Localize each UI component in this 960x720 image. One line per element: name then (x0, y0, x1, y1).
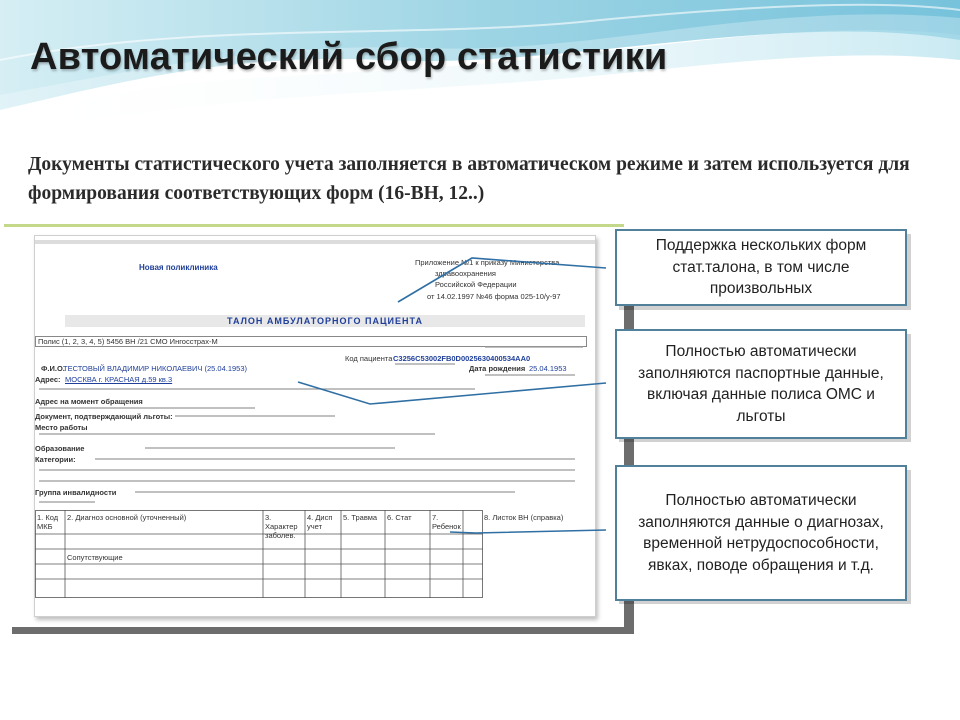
form-approval-4: от 14.02.1997 №46 форма 025-10/у-97 (427, 292, 561, 301)
slide-subtitle: Документы статистического учета заполняется в автоматическом режиме и затем используется для формирования соответствующих форм (16-ВН, 12..) (28, 154, 910, 204)
callout-multi-forms (615, 229, 907, 306)
form-section-6: Группа инвалидности (35, 488, 117, 497)
form-section-4: Образование (35, 444, 85, 453)
document-preview (4, 224, 624, 627)
form-section-1: Адрес на момент обращения (35, 397, 143, 406)
form-section-5: Категории: (35, 455, 76, 464)
form-section-3: Место работы (35, 423, 88, 432)
form-patient-code: C3256C53002FB0D0025630400534AA0 (393, 354, 531, 363)
form-org-name: Новая поликлиника (139, 263, 218, 272)
table-header-2: 2. Диагноз основной (уточненный) (67, 513, 187, 522)
table-header-7: 7. Ребенок (432, 513, 461, 531)
callout-diagnosis-data (615, 465, 907, 601)
table-header-6: 6. Стат (387, 513, 412, 522)
table-header-8: 8. Листок ВН (справка) (484, 513, 564, 522)
form-policy-line: Полис (1, 2, 3, 4, 5) 5456 ВН /21 СМО Ингосстрах-М (35, 336, 587, 347)
callout-passport-data (615, 329, 907, 439)
form-patient-name: ТЕСТОВЫЙ ВЛАДИМИР НИКОЛАЕВИЧ (25.04.1953) (63, 364, 248, 373)
form-title: ТАЛОН АМБУЛАТОРНОГО ПАЦИЕНТА (65, 315, 585, 327)
table-header-1: 1. Код МКБ (37, 513, 59, 531)
form-address-label: Адрес: (35, 375, 61, 384)
callout-2-text: Полностью автоматически заполняются паспортные данные, включая данные полиса ОМС и льготы (638, 343, 884, 425)
outpatient-form (34, 235, 596, 617)
form-section-2: Документ, подтверждающий льготы: (35, 412, 173, 421)
form-address: МОСКВА г. КРАСНАЯ д.59 кв.3 (65, 375, 173, 384)
form-approval-3: Российской Федерации (435, 280, 517, 289)
table-header-5: 5. Травма (343, 513, 378, 522)
form-birth-label: Дата рождения (469, 364, 526, 373)
form-approval-1: Приложение №1 к приказу Министерства (415, 258, 560, 267)
form-patient-code-label: Код пациента (345, 354, 393, 363)
form-approval-2: здравоохранения (435, 269, 496, 278)
form-birth-date: 25.04.1953 (529, 364, 567, 373)
table-header-3: 3. Характер заболев. (265, 513, 298, 540)
form-patient-name-label: Ф.И.О. (41, 364, 65, 373)
slide-title: Автоматический сбор статистики (30, 36, 668, 78)
callout-3-text: Полностью автоматически заполняются данные о диагнозах, временной нетрудоспособности, явках, поводе обращения и т.д. (638, 492, 884, 574)
table-row-label: Сопутствующие (67, 553, 123, 562)
table-header-4: 4. Дисп учет (307, 513, 333, 531)
callout-1-text: Поддержка нескольких форм стат.талона, в том числе произвольных (655, 237, 867, 298)
